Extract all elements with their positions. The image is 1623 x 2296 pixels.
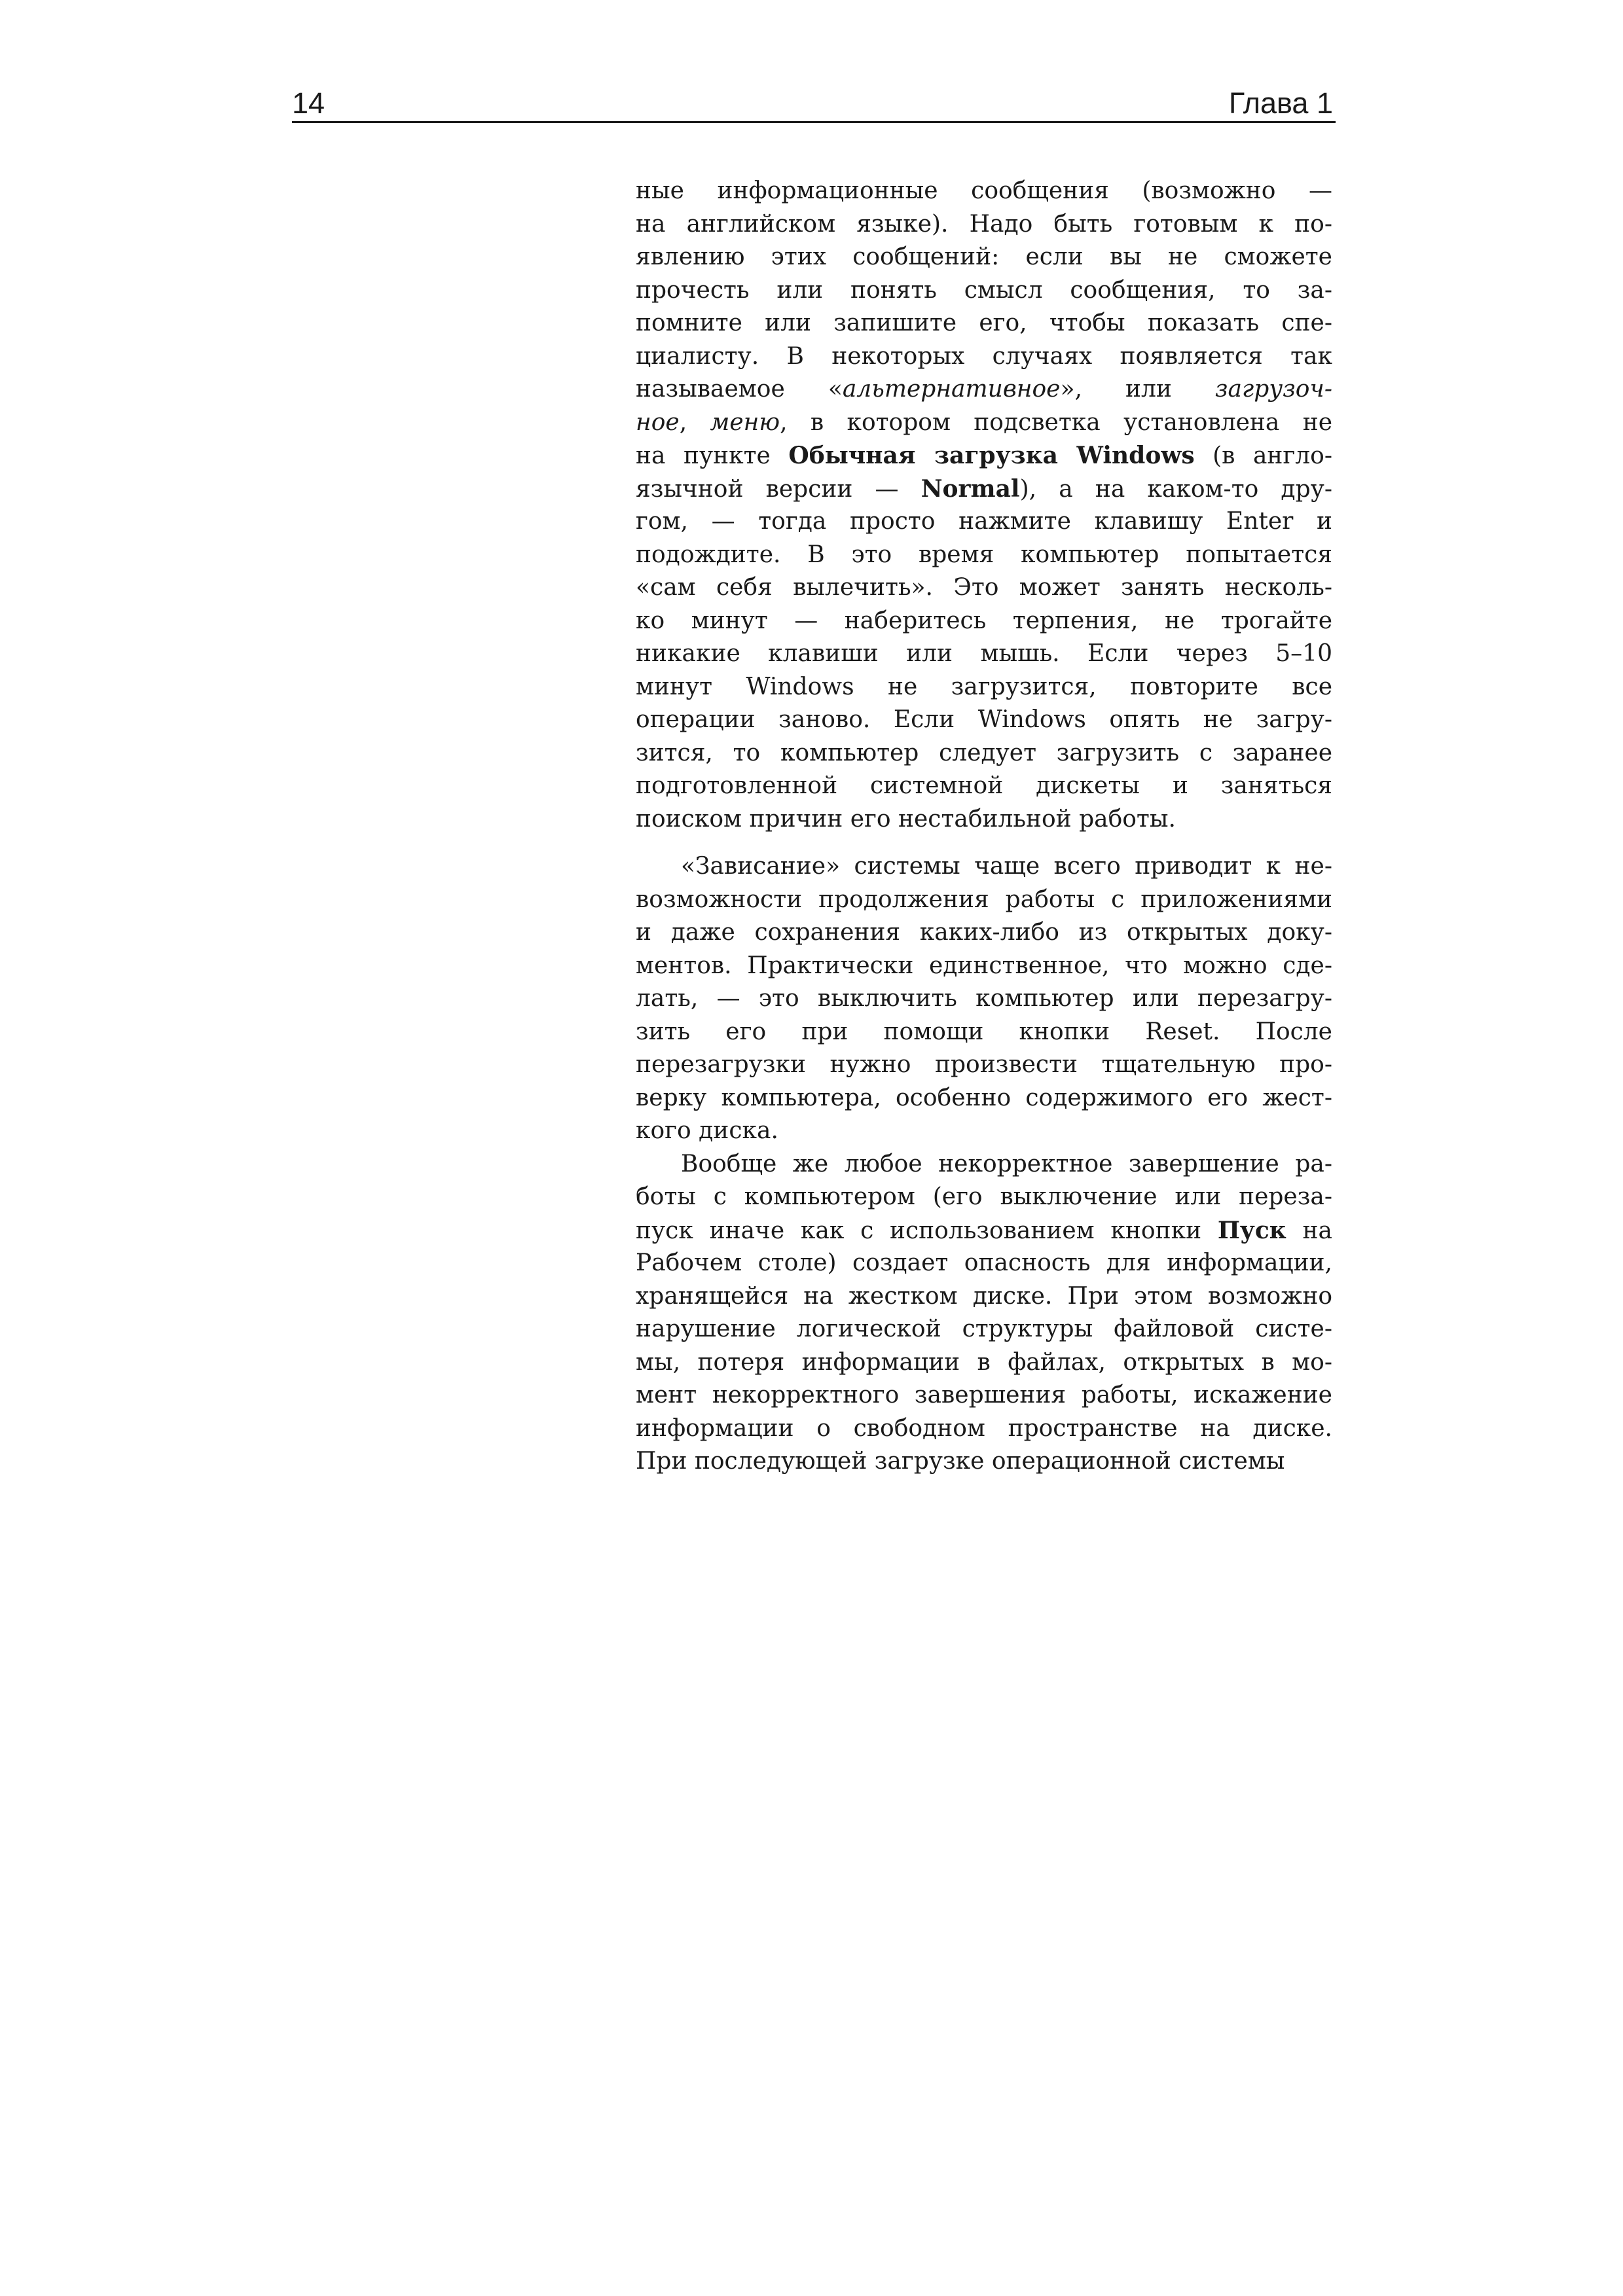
text-line xyxy=(636,803,1332,836)
text-line xyxy=(636,571,1332,605)
text-line xyxy=(636,982,1332,1016)
page-number: 14 xyxy=(292,86,325,120)
text-line xyxy=(636,1181,1332,1214)
text-line xyxy=(636,175,1332,208)
text-run: гом, — тогда просто нажмите клавишу Enter и xyxy=(636,508,1332,535)
text-run: ко минут — наберитесь терпения, не трогайте xyxy=(636,607,1332,634)
text-run: возможности продолжения работы с приложениями xyxy=(636,886,1332,913)
text-run: верку компьютера, особенно содержимого его жест- xyxy=(636,1084,1332,1111)
paragraph xyxy=(636,850,1332,1148)
text-line xyxy=(636,950,1332,983)
text-run: прочесть или понять смысл сообщения, то за- xyxy=(636,276,1332,304)
text-run: Вообще же любое некорректное завершение ра- xyxy=(681,1150,1332,1177)
text-line xyxy=(636,1049,1332,1082)
text-line xyxy=(636,1148,1332,1181)
text-run: Рабочем столе) создает опасность для информации, xyxy=(636,1249,1332,1276)
text-line xyxy=(636,916,1332,950)
text-line xyxy=(636,208,1332,242)
text-line xyxy=(636,241,1332,274)
text-run: на xyxy=(1286,1217,1332,1244)
text-run: «сам себя вылечить». Это может занять несколь- xyxy=(636,574,1332,601)
text-run: боты с компьютером (его выключение или переза- xyxy=(636,1183,1332,1210)
paragraph xyxy=(636,1148,1332,1479)
text-line xyxy=(636,439,1332,473)
italic-text: альтернативное xyxy=(842,376,1061,403)
text-run: явлению этих сообщений: если вы не сможете xyxy=(636,243,1332,270)
text-line xyxy=(636,373,1332,406)
text-run: пуск иначе как с использованием кнопки xyxy=(636,1217,1218,1244)
text-line xyxy=(636,704,1332,737)
bold-text: Normal xyxy=(921,475,1020,503)
text-line xyxy=(636,1412,1332,1446)
text-run: лать, — это выключить компьютер или перезагру- xyxy=(636,985,1332,1012)
text-line xyxy=(636,274,1332,308)
text-line xyxy=(636,770,1332,803)
text-line xyxy=(636,473,1332,506)
text-run: », или xyxy=(1060,376,1215,403)
text-line xyxy=(636,1247,1332,1280)
text-run: перезагрузки нужно произвести тщательную про- xyxy=(636,1051,1332,1078)
text-run: ), а на каком-то дру- xyxy=(1019,475,1332,503)
text-run: мент некорректного завершения работы, искажение xyxy=(636,1382,1332,1408)
text-run: помните или запишите его, чтобы показать спе- xyxy=(636,310,1332,336)
text-run: операции заново. Если Windows опять не загру- xyxy=(636,706,1332,733)
text-run: никакие клавиши или мышь. Если через 5–10 xyxy=(636,640,1332,667)
italic-text: загрузоч- xyxy=(1214,376,1332,403)
text-line xyxy=(636,1016,1332,1049)
body-text xyxy=(636,175,1332,1479)
text-line xyxy=(636,1313,1332,1346)
text-run: минут Windows не загрузится, повторите все xyxy=(636,673,1332,700)
text-line xyxy=(636,1082,1332,1115)
italic-text: меню xyxy=(710,408,780,436)
text-line xyxy=(636,850,1332,884)
text-run: ментов. Практически единственное, что можно сде- xyxy=(636,952,1332,979)
bold-text: Обычная загрузка Windows xyxy=(788,442,1195,469)
text-run: зится, то компьютер следует загрузить с заранее xyxy=(636,739,1332,766)
text-run: язычной версии — xyxy=(636,475,921,503)
text-line xyxy=(636,1115,1332,1148)
text-run: кого диска. xyxy=(636,1117,778,1144)
text-run: При последующей загрузке операционной системы xyxy=(636,1448,1285,1475)
text-line xyxy=(636,671,1332,704)
text-run: ные информационные сообщения (возможно — xyxy=(636,177,1332,204)
text-line xyxy=(636,637,1332,671)
text-run: (в англо- xyxy=(1194,442,1332,469)
text-run: на пункте xyxy=(636,442,789,469)
text-run: , в котором подсветка установлена не xyxy=(780,408,1333,436)
text-run: на английском языке). Надо быть готовым к по- xyxy=(636,210,1332,238)
text-run: и даже сохранения каких-либо из открытых доку- xyxy=(636,919,1332,946)
text-line xyxy=(636,307,1332,340)
text-line xyxy=(636,1346,1332,1380)
text-run: «Зависание» системы чаще всего приводит к не- xyxy=(681,853,1332,880)
paragraph xyxy=(636,175,1332,836)
text-line xyxy=(636,340,1332,374)
text-run: хранящейся на жестком диске. При этом возможно xyxy=(636,1282,1332,1310)
text-run: подготовленной системной дискеты и заняться xyxy=(636,772,1332,799)
text-line xyxy=(636,539,1332,572)
text-line xyxy=(636,1379,1332,1412)
text-run: мы, потеря информации в файлах, открытых в мо- xyxy=(636,1348,1332,1376)
header-rule xyxy=(292,121,1336,123)
text-run: зить его при помощи кнопки Reset. После xyxy=(636,1018,1332,1045)
chapter-label: Глава 1 xyxy=(1228,86,1333,120)
text-line xyxy=(636,1280,1332,1314)
text-run: информации о свободном пространстве на диске. xyxy=(636,1414,1332,1442)
paragraph-gap xyxy=(636,836,1332,850)
text-run: поиском причин его нестабильной работы. xyxy=(636,805,1176,833)
text-line xyxy=(636,505,1332,539)
text-line xyxy=(636,737,1332,770)
text-line xyxy=(636,884,1332,917)
running-head xyxy=(292,84,1333,123)
text-line xyxy=(636,1214,1332,1247)
text-run: циалисту. В некоторых случаях появляется так xyxy=(636,342,1332,370)
text-line xyxy=(636,605,1332,638)
text-run: называемое « xyxy=(636,376,843,403)
text-run: , xyxy=(679,408,710,436)
italic-text: ное xyxy=(636,408,680,436)
text-run: нарушение логической структуры файловой систе- xyxy=(636,1316,1332,1342)
text-run: подождите. В это время компьютер попытается xyxy=(636,541,1332,568)
bold-text: Пуск xyxy=(1217,1216,1286,1244)
text-line xyxy=(636,1445,1332,1479)
text-line xyxy=(636,406,1332,440)
